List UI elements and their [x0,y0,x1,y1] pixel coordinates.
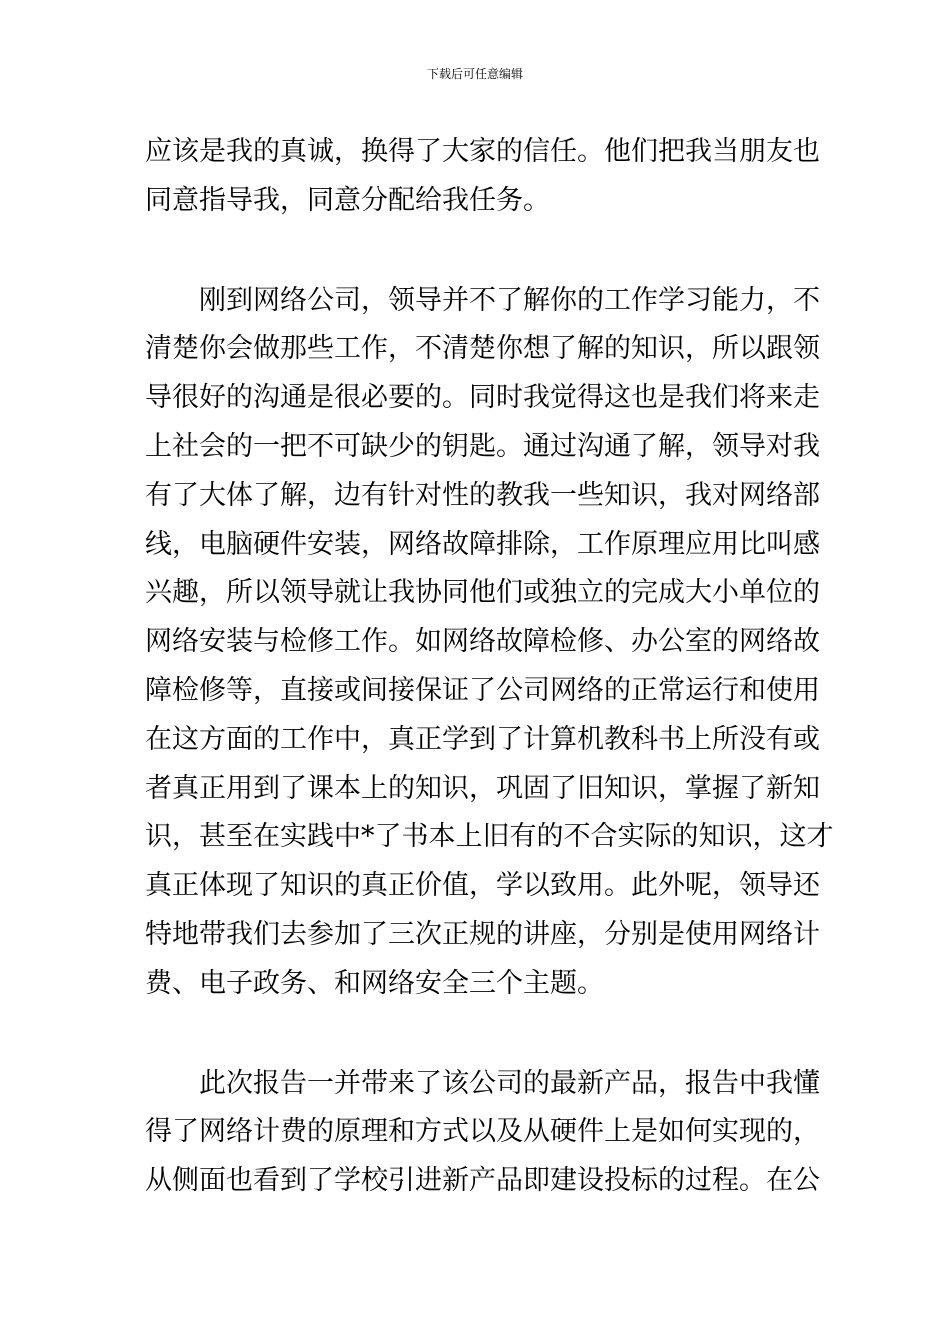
page-header: 下载后可任意编辑 [426,67,523,81]
text-line: 线，电脑硬件安装，网络故障排除，工作原理应用比叫感 [145,528,820,560]
text-line: 应该是我的真诚，换得了大家的信任。他们把我当朋友也 [145,136,820,167]
text-line: 在这方面的工作中，真正学到了计算机教科书上所没有或 [145,723,820,755]
text-line: 有了大体了解，边有针对性的教我一些知识，我对网络部 [145,479,820,511]
text-line: 真正体现了知识的真正价值，学以致用。此外呢，领导还 [145,870,820,902]
text-line: 上社会的一把不可缺少的钥匙。通过沟通了解，领导对我 [145,430,820,462]
paragraph [145,1060,820,1206]
text-line: 刚到网络公司，领导并不了解你的工作学习能力，不 [199,284,820,316]
document-body [145,128,834,1206]
text-line: 特地带我们去参加了三次正规的讲座，分别是使用网络计 [145,918,820,950]
text-line: 清楚你会做那些工作，不清楚你想了解的知识，所以跟领 [145,333,820,365]
paragraph [145,128,820,226]
text-line: 兴趣，所以领导就让我协同他们或独立的完成大小单位的 [145,577,820,609]
text-line: 此次报告一并带来了该公司的最新产品，报告中我懂 [199,1067,820,1099]
text-line: 者真正用到了课本上的知识，巩固了旧知识，掌握了新知 [145,772,820,804]
text-line: 费、电子政务、和网络安全三个主题。 [145,967,604,999]
text-line: 识，甚至在实践中*了书本上旧有的不合实际的知识，这才 [145,821,834,853]
text-line: 得了网络计费的原理和方式以及从硬件上是如何实现的， [145,1116,820,1148]
paragraph [145,277,834,1009]
text-line: 网络安装与检修工作。如网络故障检修、办公室的网络故 [145,626,820,658]
text-line: 障检修等，直接或间接保证了公司网络的正常运行和使用 [145,674,820,706]
text-line: 导很好的沟通是很必要的。同时我觉得这也是我们将来走 [145,382,820,414]
text-line: 同意指导我，同意分配给我任务。 [145,184,550,216]
text-line: 从侧面也看到了学校引进新产品即建设投标的过程。在公 [145,1165,820,1197]
